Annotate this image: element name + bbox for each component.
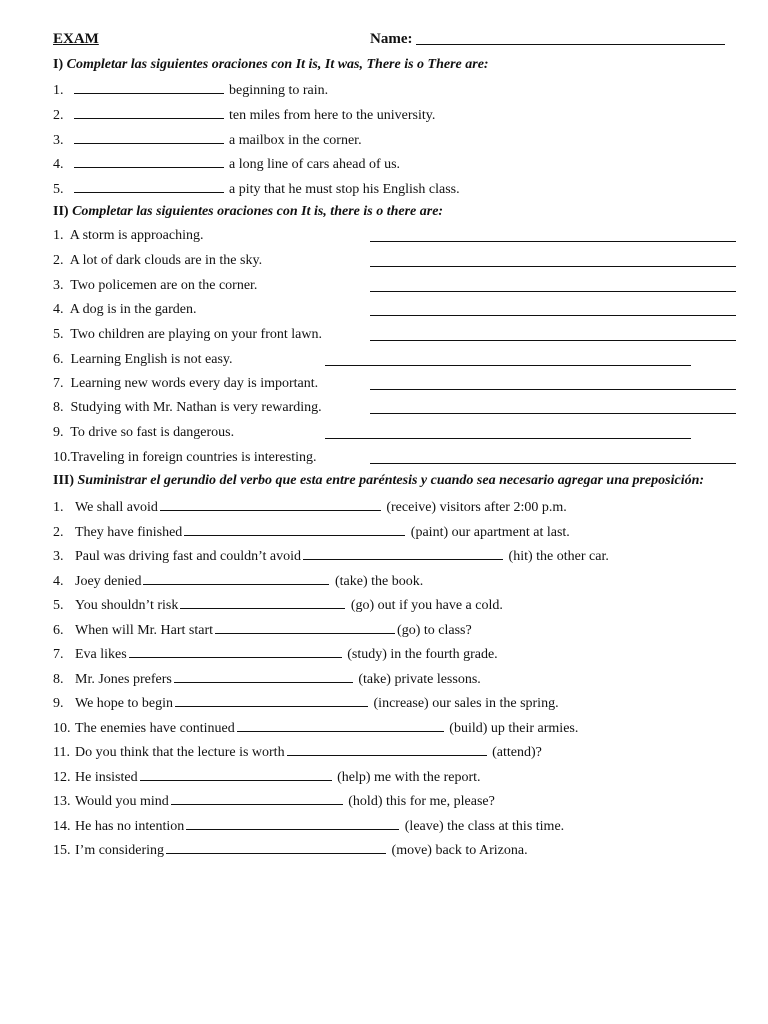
answer-line[interactable] [370, 266, 736, 267]
item-text-after: (receive) visitors after 2:00 p.m. [386, 500, 567, 515]
list-item [53, 596, 503, 614]
item-text: a pity that he must stop his English class. [229, 182, 460, 197]
list-item [53, 81, 328, 99]
answer-line[interactable] [325, 365, 691, 366]
item-text-before: Joey denied [75, 574, 142, 589]
answer-blank[interactable] [140, 768, 332, 781]
answer-blank[interactable] [180, 596, 345, 609]
item-text: Studying with Mr. Nathan is very rewarding. [70, 400, 322, 415]
section3-instruction: Suministrar el gerundio del verbo que esta entre paréntesis y cuando sea necesario agregar una preposición: [77, 473, 705, 488]
answer-line[interactable] [325, 438, 691, 439]
item-text-after: (take) private lessons. [358, 672, 481, 687]
item-number: 9. [53, 696, 64, 711]
item-number: 4. [53, 302, 64, 317]
item-number: 6. [53, 623, 64, 638]
item-number: 5. [53, 182, 64, 197]
item-text: a long line of cars ahead of us. [229, 157, 401, 172]
item-text: Two policemen are on the corner. [70, 278, 258, 293]
item-number: 4. [53, 157, 64, 172]
name-field[interactable] [416, 44, 725, 45]
item-text-before: Eva likes [75, 647, 127, 662]
item-text-after: (increase) our sales in the spring. [373, 696, 559, 711]
answer-blank[interactable] [287, 743, 487, 756]
section2-instruction: Completar las siguientes oraciones con It is, there is o there are: [72, 204, 444, 219]
answer-line[interactable] [370, 340, 736, 341]
item-number: 3. [53, 278, 64, 293]
list-item [53, 425, 234, 441]
item-number: 3. [53, 549, 64, 564]
item-number: 7. [53, 647, 64, 662]
list-item [53, 621, 472, 639]
item-text-after: (help) me with the report. [337, 770, 481, 785]
answer-line[interactable] [370, 241, 736, 242]
list-item [53, 228, 204, 244]
item-text-before: Do you think that the lecture is worth [75, 745, 285, 760]
list-item [53, 572, 423, 590]
item-number: 5. [53, 598, 64, 613]
item-text-before: We shall avoid [75, 500, 158, 515]
item-text-after: (build) up their armies. [449, 721, 579, 736]
answer-blank[interactable] [129, 645, 342, 658]
item-number: 8. [53, 672, 64, 687]
item-number: 5. [53, 327, 64, 342]
item-text: Learning new words every day is important. [70, 376, 319, 391]
list-item [53, 450, 317, 466]
answer-blank[interactable] [215, 621, 395, 634]
answer-blank[interactable] [237, 719, 444, 732]
item-number: 6. [53, 352, 64, 367]
list-item [53, 131, 362, 149]
item-number: 1. [53, 228, 64, 243]
answer-blank[interactable] [74, 81, 224, 94]
section3-roman: III) [53, 473, 75, 488]
answer-blank[interactable] [74, 131, 224, 144]
item-text-before: We hope to begin [75, 696, 174, 711]
section2-roman: II) [53, 204, 69, 219]
item-text-before: Would you mind [75, 794, 169, 809]
answer-blank[interactable] [174, 670, 353, 683]
list-item [53, 670, 481, 688]
list-item [53, 817, 564, 835]
item-text: a mailbox in the corner. [229, 133, 362, 148]
answer-blank[interactable] [166, 841, 386, 854]
answer-blank[interactable] [74, 106, 224, 119]
list-item [53, 180, 460, 198]
item-number: 10. [53, 450, 71, 465]
list-item [53, 400, 322, 416]
section1-instruction: Completar las siguientes oraciones con It is, It was, There is o There are: [66, 57, 489, 72]
answer-line[interactable] [370, 413, 736, 414]
item-text: beginning to rain. [229, 83, 329, 98]
item-text-before: The enemies have continued [75, 721, 235, 736]
answer-blank[interactable] [303, 547, 503, 560]
answer-line[interactable] [370, 315, 736, 316]
list-item [53, 547, 609, 565]
item-number: 2. [53, 253, 64, 268]
section2-heading [53, 204, 443, 220]
answer-blank[interactable] [186, 817, 399, 830]
item-text-after: (paint) our apartment at last. [410, 525, 570, 540]
item-number: 14. [53, 819, 71, 834]
item-number: 13. [53, 794, 71, 809]
item-text-after: (hold) this for me, please? [348, 794, 495, 809]
item-text: To drive so fast is dangerous. [70, 425, 235, 440]
answer-blank[interactable] [143, 572, 329, 585]
list-item [53, 743, 542, 761]
item-number: 9. [53, 425, 64, 440]
list-item [53, 352, 233, 368]
item-text-before: He has no intention [75, 819, 185, 834]
item-number: 1. [53, 83, 64, 98]
item-text: A lot of dark clouds are in the sky. [69, 253, 263, 268]
section1-heading [53, 57, 489, 73]
item-number: 2. [53, 525, 64, 540]
item-text: Two children are playing on your front lawn. [70, 327, 322, 342]
answer-blank[interactable] [171, 792, 343, 805]
item-number: 1. [53, 500, 64, 515]
list-item [53, 694, 559, 712]
item-text-before: They have finished [75, 525, 183, 540]
item-text-after: (study) in the fourth grade. [347, 647, 498, 662]
list-item [53, 327, 322, 343]
item-text: A storm is approaching. [69, 228, 204, 243]
list-item [53, 792, 495, 810]
list-item [53, 498, 567, 516]
item-text: A dog is in the garden. [69, 302, 197, 317]
item-number: 2. [53, 108, 64, 123]
answer-blank[interactable] [160, 498, 381, 511]
item-number: 7. [53, 376, 64, 391]
item-text-before: He insisted [75, 770, 138, 785]
name-label: Name: [370, 31, 413, 47]
answer-line[interactable] [370, 291, 736, 292]
item-text-after: (go) to class? [397, 623, 472, 638]
answer-line[interactable] [370, 463, 736, 464]
list-item [53, 302, 197, 318]
item-text-after: (take) the book. [334, 574, 424, 589]
answer-blank[interactable] [175, 694, 368, 707]
item-number: 4. [53, 574, 64, 589]
list-item [53, 253, 262, 269]
item-number: 11. [53, 745, 70, 760]
section3-heading [53, 473, 704, 489]
item-number: 10. [53, 721, 71, 736]
list-item [53, 155, 400, 173]
answer-blank[interactable] [74, 180, 224, 193]
item-text-after: (go) out if you have a cold. [350, 598, 503, 613]
item-text-before: Mr. Jones prefers [75, 672, 172, 687]
item-text-after: (move) back to Arizona. [391, 843, 528, 858]
item-text-before: When will Mr. Hart start [75, 623, 214, 638]
answer-blank[interactable] [74, 155, 224, 168]
list-item [53, 841, 528, 859]
item-text-after: (attend)? [492, 745, 542, 760]
list-item [53, 106, 435, 124]
item-text-before: I’m considering [75, 843, 165, 858]
exam-title: EXAM [53, 31, 99, 47]
item-number: 8. [53, 400, 64, 415]
list-item [53, 278, 257, 294]
item-text: Learning English is not easy. [70, 352, 233, 367]
item-text-after: (hit) the other car. [508, 549, 609, 564]
answer-line[interactable] [370, 389, 736, 390]
item-text-before: Paul was driving fast and couldn’t avoid [75, 549, 302, 564]
item-text-after: (leave) the class at this time. [404, 819, 565, 834]
list-item [53, 768, 481, 786]
section1-roman: I) [53, 57, 64, 72]
list-item [53, 719, 578, 737]
item-text-before: You shouldn’t risk [75, 598, 179, 613]
item-number: 15. [53, 843, 71, 858]
list-item [53, 523, 570, 541]
list-item [53, 645, 498, 663]
item-text: Traveling in foreign countries is interesting. [70, 450, 317, 465]
item-number: 12. [53, 770, 71, 785]
item-number: 3. [53, 133, 64, 148]
item-text: ten miles from here to the university. [229, 108, 436, 123]
list-item [53, 376, 318, 392]
answer-blank[interactable] [184, 523, 405, 536]
